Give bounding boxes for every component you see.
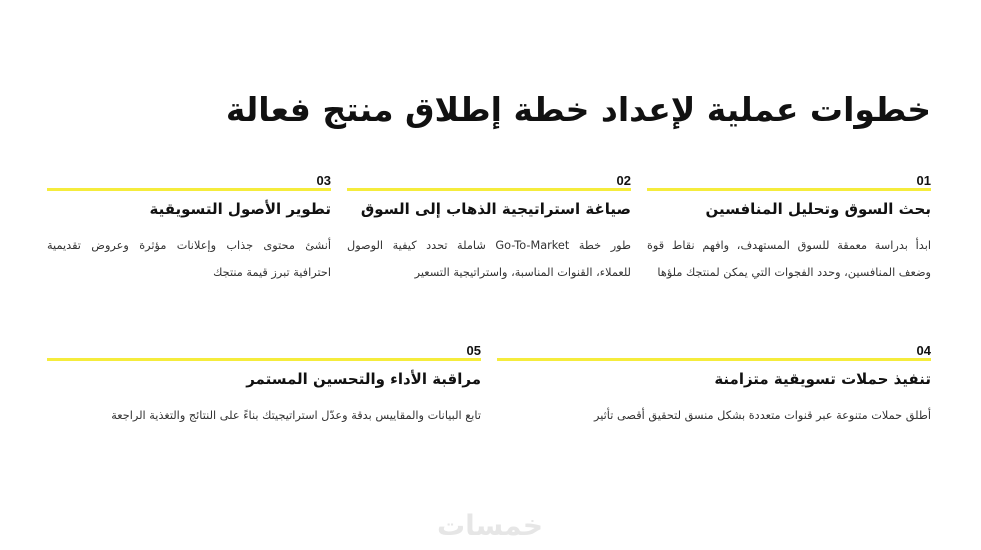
step-description: ابدأ بدراسة معمقة للسوق المستهدف، وافهم نقاط قوة وضعف المنافسين، وحدد الفجوات التي يمكن لمنتجك ملؤها — [647, 239, 931, 279]
step-title: تنفيذ حملات تسويقية متزامنة — [714, 370, 931, 388]
step-title: تطوير الأصول التسويقية — [149, 200, 331, 218]
watermark-logo: خمسات — [436, 509, 544, 542]
step-title: بحث السوق وتحليل المنافسين — [705, 200, 931, 218]
step-description: طور خطة Go-To-Market شاملة تحدد كيفية الوصول للعملاء، القنوات المناسبة، واستراتيجية التسعير — [347, 239, 631, 279]
step-number: 05 — [466, 343, 481, 358]
step-number: 04 — [916, 343, 931, 358]
step-number: 02 — [616, 173, 631, 188]
step-number: 03 — [316, 173, 331, 188]
step-title: صياغة استراتيجية الذهاب إلى السوق — [360, 200, 631, 218]
step-title: مراقبة الأداء والتحسين المستمر — [246, 370, 481, 388]
step-description: أطلق حملات متنوعة عبر قنوات متعددة بشكل منسق لتحقيق أقصى تأثير — [594, 409, 931, 422]
step-description: تابع البيانات والمقاييس بدقة وعدّل استراتيجيتك بناءً على النتائج والتغذية الراجعة — [111, 409, 481, 422]
page-title: خطوات عملية لإعداد خطة إطلاق منتج فعالة — [225, 90, 931, 129]
step-number: 01 — [916, 173, 931, 188]
step-divider — [347, 188, 631, 191]
step-divider — [647, 188, 931, 191]
step-divider — [47, 358, 481, 361]
step-divider — [497, 358, 931, 361]
step-divider — [47, 188, 331, 191]
step-description: أنشئ محتوى جذاب وإعلانات مؤثرة وعروض تقديمية احترافية تبرز قيمة منتجك — [47, 239, 331, 279]
